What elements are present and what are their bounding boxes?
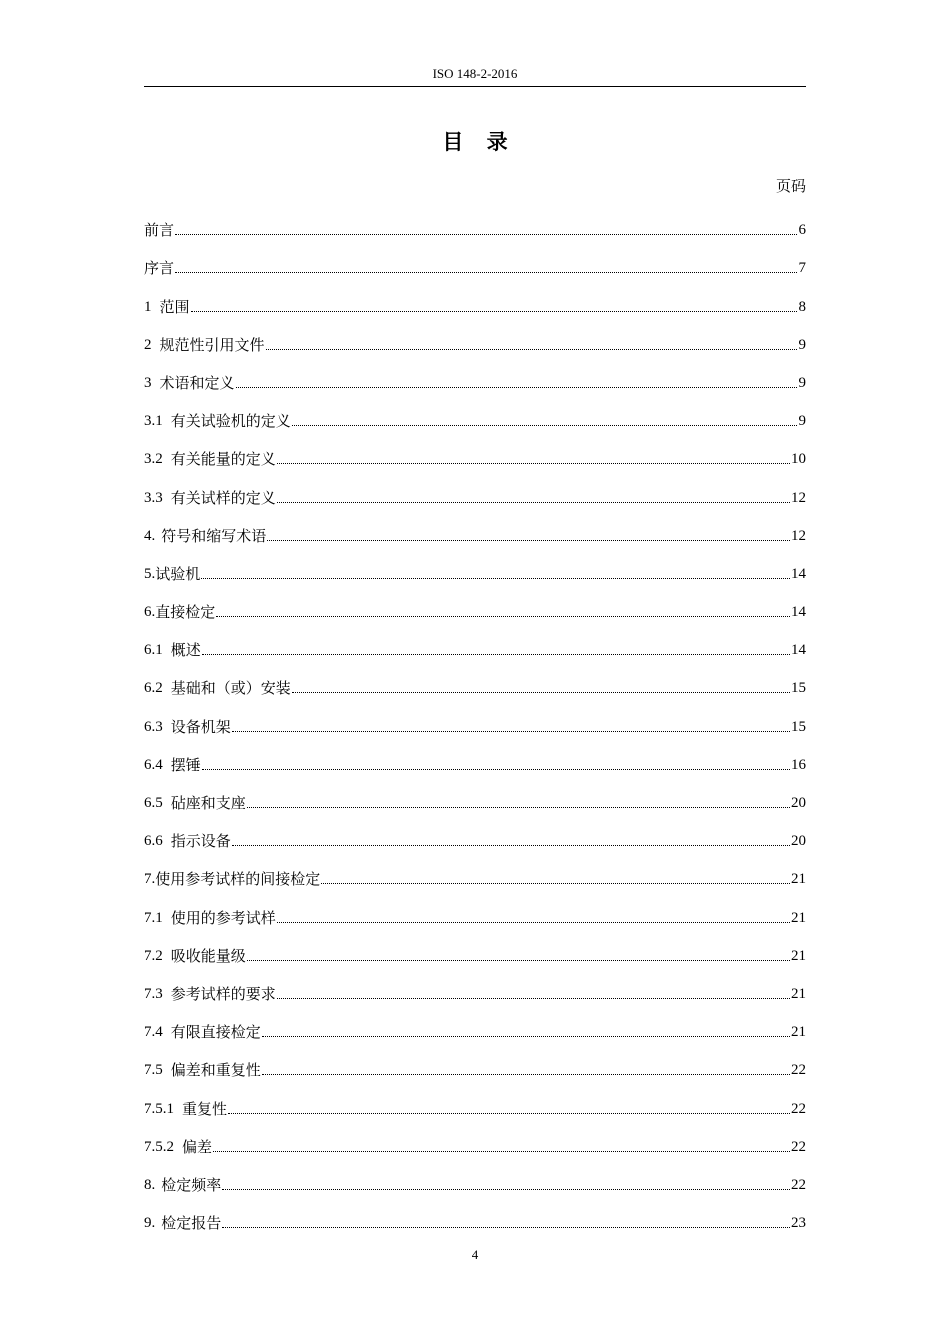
toc-entry-number: 2 [144, 336, 152, 353]
toc-entry-page: 14 [791, 642, 806, 659]
toc-entry[interactable] [144, 1167, 806, 1205]
toc-entry[interactable] [144, 1205, 806, 1243]
toc-leader-dots [202, 769, 790, 770]
toc-entry-number: 6.3 [144, 718, 163, 735]
toc-entry[interactable] [144, 1090, 806, 1128]
toc-leader-dots [266, 349, 797, 350]
toc-leader-dots [321, 883, 790, 884]
toc-entry[interactable] [144, 1052, 806, 1090]
toc-leader-dots [216, 616, 790, 617]
toc-entry-number: 6. [144, 604, 156, 621]
toc-entry[interactable] [144, 288, 806, 326]
toc-leader-dots [232, 845, 790, 846]
running-header: ISO 148-2-2016 [432, 66, 518, 81]
toc-entry[interactable] [144, 365, 806, 403]
toc-entry-title: 吸收能量级 [170, 946, 246, 965]
toc-entry-number: 7. [144, 871, 156, 888]
toc-entry[interactable] [144, 403, 806, 441]
toc-leader-dots [292, 692, 790, 693]
toc-leader-dots [213, 1151, 790, 1152]
toc-entry-title: 检定报告 [161, 1214, 222, 1233]
toc-entry[interactable] [144, 212, 806, 250]
toc-entry-number: 4. [144, 527, 156, 544]
toc-entry-title: 术语和定义 [159, 373, 235, 392]
toc-entry-page: 6 [798, 222, 806, 239]
toc-entry-page: 21 [791, 947, 806, 964]
toc-entry-page: 16 [791, 756, 806, 773]
toc-entry-page: 15 [791, 718, 806, 735]
toc-leader-dots [175, 234, 797, 235]
toc-entry-page: 9 [798, 413, 806, 430]
toc-entry-title: 有关试样的定义 [170, 488, 276, 507]
toc-entry[interactable] [144, 747, 806, 785]
toc-entry-page: 22 [791, 1100, 806, 1117]
toc-leader-dots [262, 1036, 790, 1037]
toc-entry[interactable] [144, 976, 806, 1014]
toc-entry-title: 摆锤 [170, 755, 201, 774]
toc-entry[interactable] [144, 556, 806, 594]
toc-entry[interactable] [144, 250, 806, 288]
toc-entry-number: 5. [144, 565, 156, 582]
page-title: 目 录 [442, 129, 516, 154]
toc-entry[interactable] [144, 823, 806, 861]
toc-entry-title: 检定频率 [161, 1175, 222, 1194]
toc-entry-title: 基础和（或）安装 [170, 679, 291, 698]
toc-entry-page: 14 [791, 604, 806, 621]
table-of-contents [144, 212, 806, 1243]
toc-entry-title: 偏差和重复性 [170, 1061, 261, 1080]
toc-entry-title: 重复性 [182, 1099, 228, 1118]
toc-entry-number: 6.5 [144, 795, 163, 811]
toc-entry-page: 22 [791, 1138, 806, 1155]
toc-entry-number: 3 [144, 374, 152, 391]
header-rule [144, 86, 806, 87]
toc-entry-title: 有限直接检定 [170, 1023, 261, 1042]
toc-entry-title: 参考试样的要求 [170, 984, 276, 1003]
toc-entry-number: 3.1 [144, 413, 163, 430]
toc-entry-page: 9 [798, 336, 806, 353]
toc-leader-dots [277, 922, 790, 923]
toc-leader-dots [247, 807, 790, 808]
toc-entry-title: 序言 [144, 259, 175, 278]
toc-entry-number: 7.5.2 [144, 1138, 174, 1155]
toc-entry-page: 20 [791, 795, 806, 811]
toc-leader-dots [232, 731, 790, 732]
toc-entry-title: 设备机架 [170, 717, 231, 736]
toc-leader-dots [175, 272, 797, 273]
toc-entry-page: 8 [798, 298, 806, 315]
toc-entry-title: 符号和缩写术语 [161, 526, 267, 545]
toc-entry-number: 6.6 [144, 833, 163, 850]
toc-entry-number: 6.1 [144, 642, 163, 659]
toc-entry-page: 20 [791, 833, 806, 850]
toc-entry[interactable] [144, 708, 806, 746]
toc-leader-dots [262, 1074, 790, 1075]
toc-entry-title: 有关能量的定义 [170, 450, 276, 469]
toc-entry-number: 3.2 [144, 451, 163, 468]
toc-leader-dots [191, 311, 797, 312]
toc-entry-page: 10 [791, 451, 806, 468]
page-column-label: 页码 [775, 177, 806, 195]
toc-entry-number: 7.3 [144, 985, 163, 1002]
toc-entry-title: 试验机 [155, 564, 201, 583]
toc-entry-page: 7 [798, 260, 806, 277]
toc-entry-page: 12 [791, 489, 806, 506]
toc-entry-title: 规范性引用文件 [159, 335, 265, 354]
toc-leader-dots [277, 998, 790, 999]
toc-entry-page: 21 [791, 909, 806, 926]
toc-leader-dots [247, 960, 790, 961]
toc-entry[interactable] [144, 785, 806, 823]
toc-entry-title: 有关试验机的定义 [170, 412, 291, 431]
toc-entry[interactable] [144, 670, 806, 708]
toc-entry[interactable] [144, 441, 806, 479]
toc-entry-title: 范围 [159, 297, 190, 316]
toc-entry[interactable] [144, 632, 806, 670]
toc-leader-dots [228, 1113, 790, 1114]
toc-leader-dots [277, 463, 790, 464]
page-number: 4 [471, 1247, 479, 1262]
toc-entry-number: 7.2 [144, 947, 163, 964]
toc-entry[interactable] [144, 938, 806, 976]
toc-entry-page: 14 [791, 565, 806, 582]
toc-entry-page: 15 [791, 680, 806, 697]
toc-entry-page: 21 [791, 985, 806, 1002]
toc-entry-number: 7.1 [144, 909, 163, 926]
toc-entry[interactable] [144, 327, 806, 365]
toc-entry-page: 21 [791, 871, 806, 888]
toc-entry-title: 直接检定 [155, 603, 216, 622]
toc-entry[interactable] [144, 861, 806, 899]
toc-entry[interactable] [144, 518, 806, 556]
toc-entry[interactable] [144, 1014, 806, 1052]
toc-entry-number: 8. [144, 1176, 156, 1193]
toc-entry-page: 22 [791, 1062, 806, 1079]
toc-entry[interactable] [144, 594, 806, 632]
toc-leader-dots [236, 387, 797, 388]
toc-entry-number: 3.3 [144, 489, 163, 506]
toc-leader-dots [201, 578, 790, 579]
toc-entry-page: 23 [791, 1215, 806, 1232]
toc-leader-dots [222, 1189, 790, 1190]
toc-entry-title: 偏差 [182, 1137, 213, 1156]
toc-entry-number: 1 [144, 298, 152, 315]
toc-entry-number: 9. [144, 1215, 156, 1232]
toc-leader-dots [292, 425, 797, 426]
toc-entry-page: 9 [798, 374, 806, 391]
toc-entry-number: 6.2 [144, 680, 163, 697]
toc-entry-number: 7.4 [144, 1024, 163, 1041]
toc-entry-number: 7.5 [144, 1062, 163, 1079]
toc-entry-title: 概述 [170, 641, 201, 660]
toc-entry[interactable] [144, 899, 806, 937]
toc-entry-page: 12 [791, 527, 806, 544]
toc-entry-title: 使用参考试样的间接检定 [155, 870, 321, 889]
toc-leader-dots [267, 540, 790, 541]
toc-entry[interactable] [144, 1129, 806, 1167]
toc-leader-dots [202, 654, 790, 655]
toc-entry-title: 使用的参考试样 [170, 908, 276, 927]
toc-entry-page: 22 [791, 1176, 806, 1193]
toc-entry-title: 指示设备 [170, 832, 231, 851]
toc-leader-dots [277, 502, 790, 503]
toc-leader-dots [222, 1227, 790, 1228]
toc-entry-number: 6.4 [144, 756, 163, 773]
toc-entry[interactable] [144, 479, 806, 517]
toc-entry-number: 7.5.1 [144, 1100, 174, 1117]
toc-entry-title: 前言 [144, 221, 175, 240]
toc-entry-page: 21 [791, 1024, 806, 1041]
toc-entry-title: 砧座和支座 [170, 794, 246, 812]
